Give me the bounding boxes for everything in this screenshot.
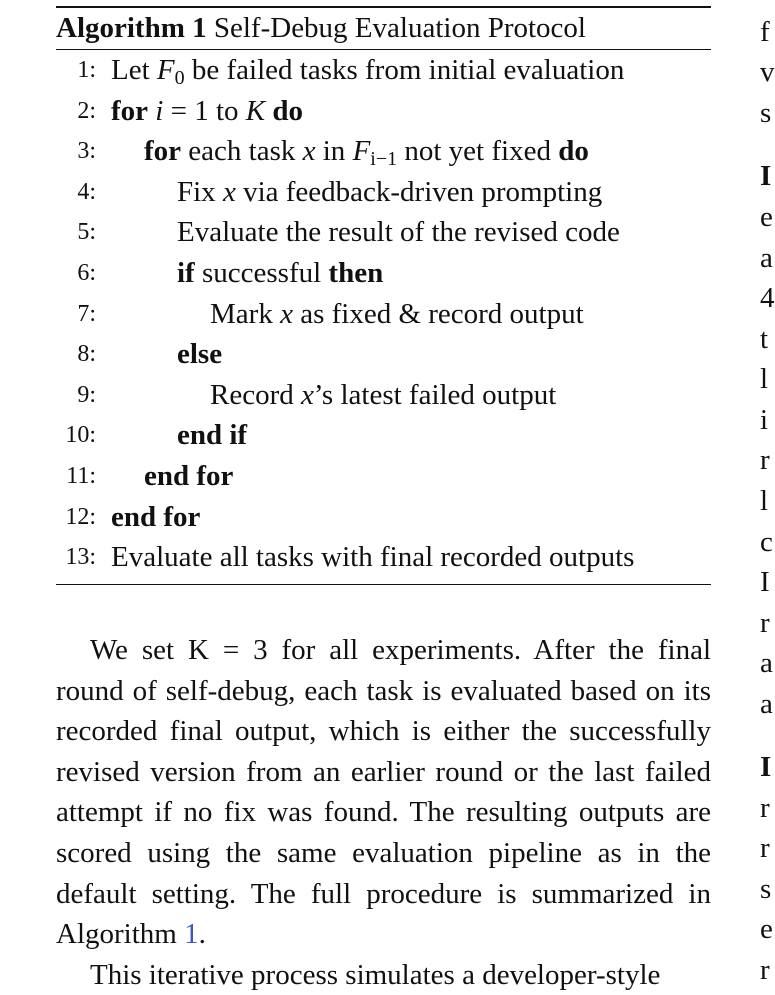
algorithm-statement bbox=[177, 172, 602, 213]
math-subscript: 0 bbox=[174, 67, 185, 89]
line-number: 13: bbox=[65, 544, 96, 571]
keyword: if bbox=[177, 256, 195, 289]
algorithm-bottom-rule bbox=[56, 584, 711, 585]
line-number: 8: bbox=[77, 341, 96, 368]
right-column-char: s bbox=[760, 97, 772, 129]
right-column-char: f bbox=[760, 16, 770, 48]
algorithm-line bbox=[56, 50, 711, 91]
algorithm-caption bbox=[56, 8, 711, 49]
keyword: for bbox=[144, 135, 182, 168]
body-text bbox=[56, 630, 711, 995]
statement-text: Record bbox=[210, 378, 301, 411]
right-column-char: I bbox=[760, 160, 772, 192]
algorithm-line bbox=[56, 131, 711, 172]
algorithm-statement bbox=[111, 497, 200, 538]
right-column-char: s bbox=[760, 873, 772, 905]
algorithm-statement bbox=[177, 212, 620, 253]
statement-text: Evaluate all tasks with final recorded outputs bbox=[111, 541, 635, 574]
algorithm-line bbox=[56, 537, 711, 578]
paragraph-1 bbox=[56, 630, 711, 955]
right-column-fragment bbox=[760, 0, 775, 986]
math-variable: F bbox=[156, 54, 175, 86]
paragraph-1-text: We set K = 3 for all experiments. After the final round of self-debug, each task is evaluated based on its recorded final output, which is either the successfully revised version from an earlier round or the last failed attempt if no fix was found. The resulting outputs are scored using the same evaluation pipeline as in the default setting. The full procedure is summarized in Algorithm bbox=[56, 634, 711, 951]
right-column-char: v bbox=[760, 56, 775, 88]
algorithm-line bbox=[56, 334, 711, 375]
keyword: do bbox=[272, 94, 303, 127]
algorithm-statement bbox=[177, 253, 383, 294]
algorithm-statement bbox=[111, 91, 303, 132]
algorithm-line bbox=[56, 415, 711, 456]
statement-text: as fixed & record output bbox=[292, 297, 584, 330]
line-number: 9: bbox=[77, 381, 96, 408]
paragraph-1-end: . bbox=[198, 918, 206, 951]
algorithm-ref-link[interactable]: 1 bbox=[184, 918, 199, 951]
math-variable: K bbox=[245, 94, 266, 127]
keyword: end for bbox=[111, 500, 201, 533]
right-column-char: r bbox=[760, 444, 770, 476]
statement-text: in bbox=[315, 135, 353, 168]
right-column-char: t bbox=[760, 323, 769, 355]
right-column-char: l bbox=[760, 363, 769, 395]
right-column-char: e bbox=[760, 913, 773, 945]
algorithm-statement bbox=[144, 456, 233, 497]
line-number: 3: bbox=[77, 138, 96, 165]
keyword: for bbox=[111, 94, 149, 127]
algorithm-line bbox=[56, 456, 711, 497]
right-column-char: r bbox=[760, 832, 770, 864]
algorithm-title: Self-Debug Evaluation Protocol bbox=[213, 12, 586, 44]
statement-text: Mark bbox=[210, 297, 281, 330]
algorithm-statement bbox=[111, 537, 634, 578]
statement-text: via feedback-driven prompting bbox=[235, 175, 603, 208]
paragraph-2-text: This iterative process simulates a developer-style bbox=[90, 958, 661, 991]
algorithm-line bbox=[56, 172, 711, 213]
line-number: 6: bbox=[77, 259, 96, 286]
line-number: 4: bbox=[77, 178, 96, 205]
right-column-char: r bbox=[760, 792, 770, 824]
right-column-char: a bbox=[760, 688, 773, 720]
right-column-char: e bbox=[760, 201, 773, 233]
algorithm-statement bbox=[177, 415, 247, 456]
statement-text: Evaluate the result of the revised code bbox=[177, 216, 620, 249]
right-column-char: I bbox=[760, 751, 772, 783]
algorithm-statement bbox=[210, 294, 584, 335]
statement-text: each task bbox=[181, 135, 303, 168]
algorithm-statement bbox=[177, 334, 222, 375]
math-variable: x bbox=[301, 378, 314, 411]
line-number: 2: bbox=[77, 97, 96, 124]
right-column-char: a bbox=[760, 242, 773, 274]
keyword: else bbox=[177, 338, 223, 371]
right-column-char: l bbox=[760, 485, 769, 517]
statement-text: be failed tasks from initial evaluation bbox=[184, 54, 625, 86]
algorithm-box bbox=[56, 6, 711, 585]
line-number: 7: bbox=[77, 300, 96, 327]
algorithm-line bbox=[56, 294, 711, 335]
math-variable: x bbox=[280, 297, 293, 330]
math-variable: F bbox=[352, 135, 371, 168]
right-column-char: a bbox=[760, 647, 773, 679]
algorithm-label: Algorithm 1 bbox=[56, 12, 207, 44]
algorithm-line bbox=[56, 497, 711, 538]
algorithm-statement bbox=[210, 375, 556, 416]
algorithm-line bbox=[56, 91, 711, 132]
statement-text: Fix bbox=[177, 175, 223, 208]
line-number: 12: bbox=[65, 503, 96, 530]
math-variable: x bbox=[302, 135, 316, 168]
line-number: 1: bbox=[77, 57, 96, 83]
line-number: 5: bbox=[77, 219, 96, 246]
algorithm-line bbox=[56, 212, 711, 253]
keyword: end for bbox=[144, 459, 234, 492]
keyword: do bbox=[558, 135, 589, 168]
right-column-char: r bbox=[760, 954, 770, 986]
statement-text: not yet fixed bbox=[397, 135, 559, 168]
keyword: then bbox=[328, 256, 384, 289]
math-variable: i bbox=[155, 94, 164, 127]
right-column-char: i bbox=[760, 404, 769, 436]
right-column-char: 4 bbox=[760, 282, 775, 314]
statement-text: ’s latest failed output bbox=[313, 378, 557, 411]
right-column-char: c bbox=[760, 526, 773, 558]
line-number: 11: bbox=[66, 462, 96, 489]
algorithm-line bbox=[56, 375, 711, 416]
math-variable: x bbox=[222, 175, 236, 208]
algorithm-line bbox=[56, 253, 711, 294]
line-number: 10: bbox=[65, 422, 96, 449]
statement-text: = 1 to bbox=[163, 94, 246, 127]
statement-text: successful bbox=[194, 256, 329, 289]
algorithm-body bbox=[56, 50, 711, 584]
math-subscript: i−1 bbox=[370, 148, 398, 171]
statement-text: Let bbox=[111, 54, 157, 86]
right-column-char: r bbox=[760, 607, 770, 639]
keyword: end if bbox=[177, 419, 248, 452]
paragraph-2 bbox=[56, 955, 711, 995]
right-column-char: I bbox=[760, 566, 770, 598]
